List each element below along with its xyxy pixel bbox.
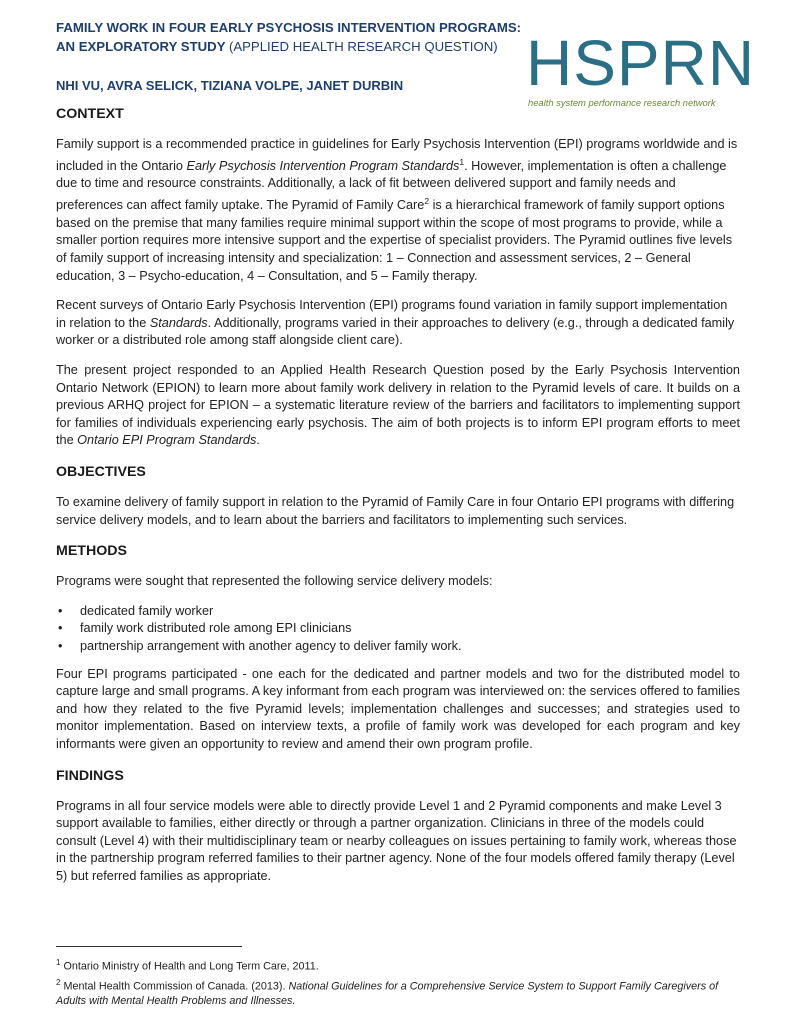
list-item: • family work distributed role among EPI clinicians (56, 620, 740, 638)
logo-wordmark: HSPRN (526, 27, 756, 99)
footnote-divider (56, 946, 242, 947)
footnote-1: $^1$ Ontario Ministry of Health and Long Term Care, 2011. (56, 958, 319, 973)
context-paragraph-1: Family support is a recommended practice in guidelines for Early Psychosis Intervention (EPI) programs worldwide and is included in the Ontario Early Psychosis Intervention Program Standards$^1$. However, implementation is often a challenge due to time and resource constraints. Additionally, a lack of fit between delivered support and family needs and preferences can affect family uptake. The Pyramid of Family Care$^2$ is a hierarchical framework of family support options based on the premise that many families require minimal support within the scope of most programs to provide, while a smaller portion requires more intensive support and the expertise of specialist providers. The Pyramid outlines five levels of family support of increasing intensity and specialization: 1 – Connection and assessment services, 2 – General education, 3 – Psycho-education, 4 – Consultation, and 5 – Family therapy. (56, 137, 738, 283)
authors: NHI VU, AVRA SELICK, TIZIANA VOLPE, JANET DURBIN (56, 78, 404, 93)
methods-heading: METHODS (56, 543, 127, 560)
findings-heading: FINDINGS (56, 767, 124, 784)
list-item: • dedicated family worker (56, 603, 740, 621)
footnote-ref-1: 1 (459, 156, 465, 167)
objectives-paragraph: To examine delivery of family support in relation to the Pyramid of Family Care in four Ontario EPI programs with differing service delivery models, and to learn about the barriers and facilitators to implementing such services. (56, 494, 735, 527)
list-item: • partnership arrangement with another agency to deliver family work. (56, 638, 740, 656)
context-heading: CONTEXT (56, 106, 124, 122)
footnote-ref-2: 2 (424, 196, 430, 207)
findings-paragraph: Programs in all four service models were able to directly provide Level 1 and 2 Pyramid components and make Level 3 support available to families, either directly or through a partner organization. Clinicians in three of the models could consult (Level 4) with their multidisciplinary team or nearby colleagues on issues pertaining to family work, whereas those in the partnership program referred families to their partner agency. None of the four models offered family therapy (Level 5) but referred families as appropriate. (56, 798, 737, 883)
title-subtitle: (APPLIED HEALTH RESEARCH QUESTION) (228, 39, 498, 54)
context-paragraph-3: The present project responded to an Applied Health Research Question posed by the Early Psychosis Intervention Ontario Network (EPION) to learn more about family work delivery in relation to the Pyramid levels of care. It builds on a previous ARHQ project for EPION – a systematic literature review of the barriers and facilitators to implementing support for families of individuals experiencing early psychosis. The aim of both projects is to inform EPI program efforts to meet the Ontario EPI Program Standards. (56, 363, 740, 448)
methods-paragraph: Four EPI programs participated - one each for the dedicated and partner models and two for the distributed model to capture large and small programs. A key informant from each program was interviewed on: the services offered to families and how they related to the five Pyramid levels; implementation challenges and successes; and strategies used to monitor implementation. Based on interview texts, a profile of family work was developed for each program and key informants were given an opportunity to review and amend their own program profile. (56, 666, 740, 751)
title-main: FAMILY WORK IN FOUR EARLY PSYCHOSIS INTERVENTION PROGRAMS: AN EXPLORATORY STUDY (56, 20, 522, 54)
footnote-2: $^2$ Mental Health Commission of Canada. (2013). National Guidelines for a Comprehensive Service System to Support Family Caregivers of Adults with Mental Health Problems and Illnesses. (56, 977, 719, 1008)
methods-list (56, 603, 740, 656)
context-paragraph-2: Recent surveys of Ontario Early Psychosis Intervention (EPI) programs found variation in family support implementation in relation to the Standards. Additionally, programs varied in their approaches to delivery (e.g., through a dedicated family worker or a distributed role among staff alongside client care). (56, 298, 735, 348)
document-title (56, 18, 526, 56)
main-content (56, 106, 740, 897)
footnotes (56, 955, 740, 1009)
objectives-heading: OBJECTIVES (56, 463, 146, 480)
logo-tagline: health system performance research network (528, 97, 716, 108)
methods-intro: Programs were sought that represented the following service delivery models: (56, 574, 493, 589)
hsprn-logo (526, 27, 756, 112)
